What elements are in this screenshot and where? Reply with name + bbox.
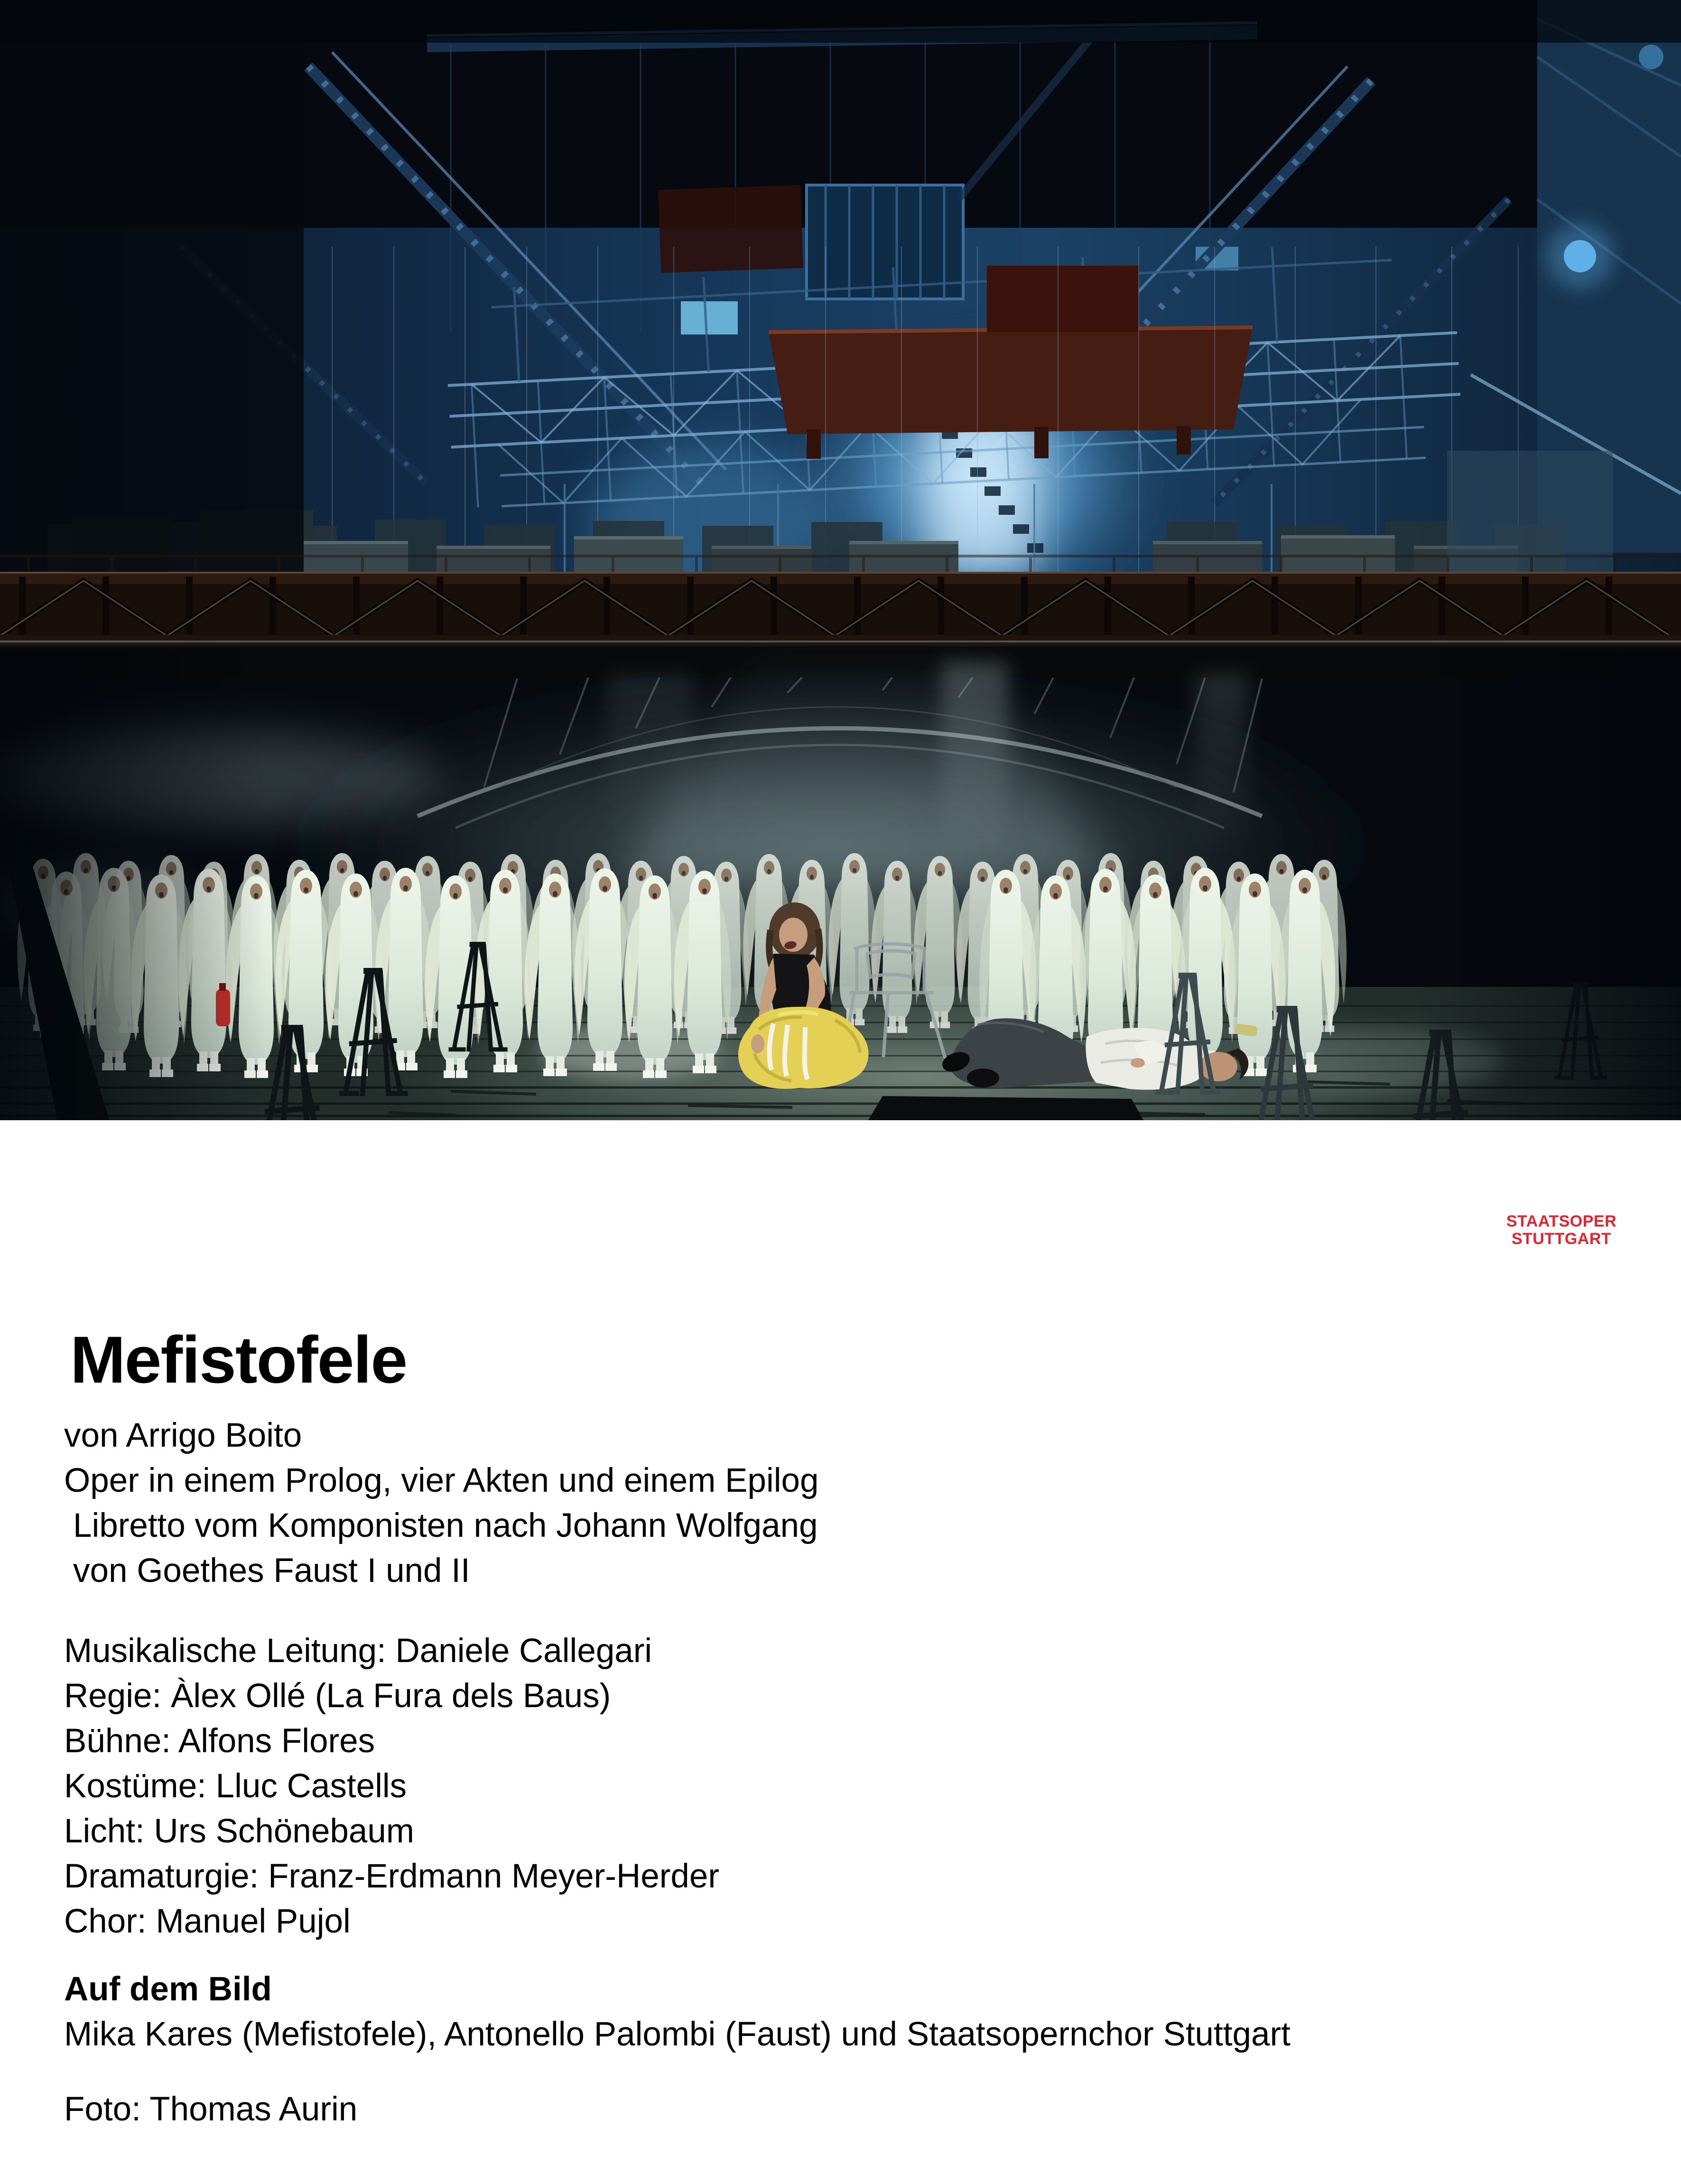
work-author-line: von Arrigo Boito [64,1417,302,1454]
credit-direction: Regie: Àlex Ollé (La Fura dels Baus) [64,1677,611,1715]
production-credits [64,1628,719,1944]
work-form-line: Oper in einem Prolog, vier Akten und einem Epilog [64,1462,819,1499]
credit-musical-direction: Musikalische Leitung: Daniele Callegari [64,1632,652,1670]
credit-stage: Bühne: Alfons Flores [64,1722,375,1760]
cast-block [64,1967,1291,2057]
credit-dramaturgy: Dramaturgie: Franz-Erdmann Meyer-Herder [64,1858,719,1895]
cast-heading: Auf dem Bild [64,1970,272,2008]
cast-line: Mika Kares (Mefistofele), Antonello Palombi (Faust) und Staatsopernchor Stuttgart [64,2016,1291,2053]
credit-chorus: Chor: Manuel Pujol [64,1903,351,1940]
logo-line-2: STUTTGART [1511,1230,1612,1248]
page-title: Mefistofele [70,1322,407,1397]
libretto-line-1: Libretto vom Komponisten nach Johann Wolfgang [73,1507,818,1544]
staatsoper-stuttgart-logo [1493,1213,1630,1248]
photo-credit: Foto: Thomas Aurin [64,2091,358,2128]
libretto-line-2: von Goethes Faust I und II [73,1552,470,1589]
stage-monitor [868,1096,1143,1120]
credit-light: Licht: Urs Schönebaum [64,1812,414,1850]
credit-costumes: Kostüme: Lluc Castells [64,1767,407,1805]
work-description [64,1413,819,1593]
logo-line-1: STAATSOPER [1506,1212,1617,1230]
